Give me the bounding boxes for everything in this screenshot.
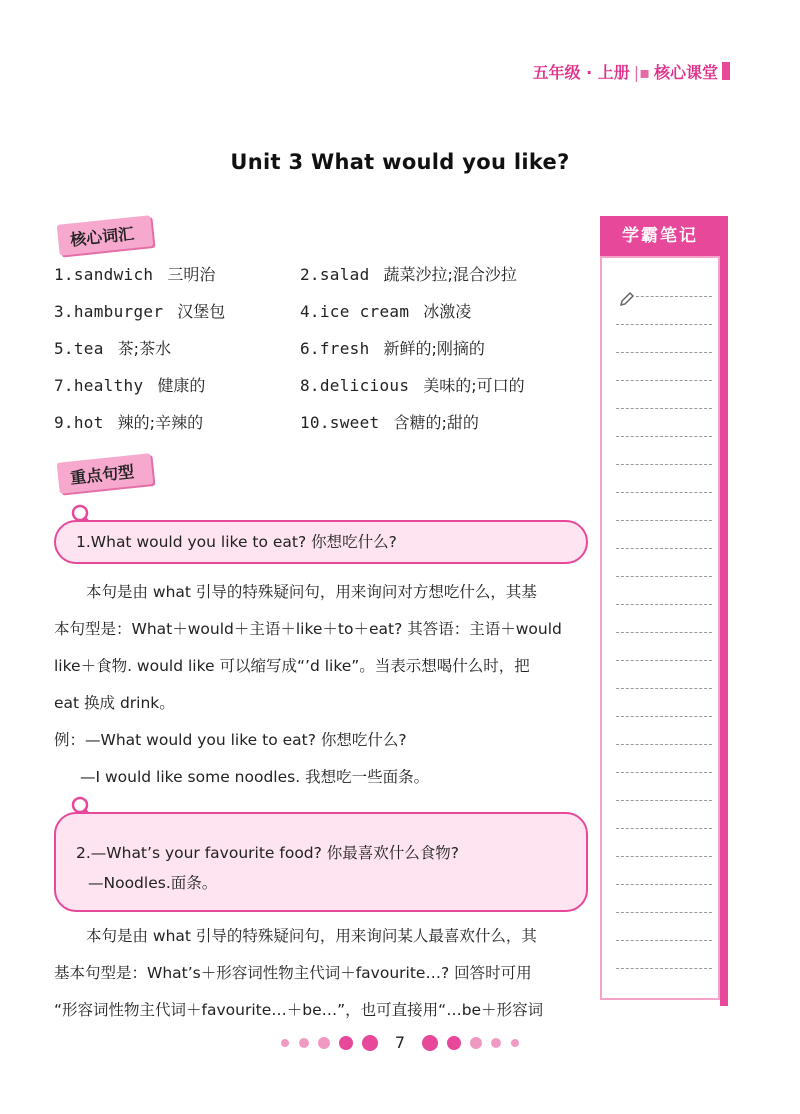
vocab-row <box>54 262 574 286</box>
note-line <box>616 968 712 969</box>
footer-dot <box>339 1036 353 1050</box>
note-line <box>616 688 712 689</box>
sentence-box-2 <box>54 812 588 912</box>
pencil-icon <box>618 290 636 308</box>
note-line <box>616 912 712 913</box>
note-line <box>616 576 712 577</box>
paragraph-line: eat 换成 drink。 <box>54 694 175 712</box>
example-question: 例：—What would you like to eat? 你想吃什么? <box>54 731 407 749</box>
note-line <box>616 492 712 493</box>
vocab-item: 2.salad 蔬菜沙拉;混合沙拉 <box>300 265 517 284</box>
note-line <box>616 632 712 633</box>
note-line <box>616 436 712 437</box>
sentences-tag <box>58 458 152 489</box>
note-line <box>616 856 712 857</box>
unit-title: Unit 3 What would you like? <box>230 150 570 174</box>
vocab-item: 5.tea 茶;茶水 <box>54 339 172 358</box>
vocab-item: 1.sandwich 三明治 <box>54 265 216 284</box>
grade-label: 五年级 · 上册 <box>532 63 630 82</box>
sentence-box-1 <box>54 520 588 564</box>
sentences-tag-label: 重点句型 <box>57 453 154 494</box>
vocab-item: 9.hot 辣的;辛辣的 <box>54 413 204 432</box>
paragraph-line: 本句是由 what 引导的特殊疑问句，用来询问对方想吃什么，其基 <box>86 583 537 601</box>
page-number: 7 <box>394 1033 406 1052</box>
note-line <box>616 548 712 549</box>
vocab-row <box>54 373 574 397</box>
vocab-item: 6.fresh 新鲜的;刚摘的 <box>300 339 485 358</box>
note-line <box>616 940 712 941</box>
vocab-row <box>54 410 574 434</box>
page-footer <box>0 1032 800 1052</box>
note-line <box>616 884 712 885</box>
note-line <box>616 828 712 829</box>
note-line <box>616 520 712 521</box>
vocab-item: 10.sweet 含糖的;甜的 <box>300 413 479 432</box>
paragraph-line: 本句型是：What＋would＋主语＋like＋to＋eat? 其答语：主语＋would <box>54 620 562 638</box>
footer-dot <box>422 1035 438 1051</box>
footer-dot <box>447 1036 461 1050</box>
footer-dot <box>470 1037 482 1049</box>
note-line <box>616 744 712 745</box>
vocab-tag-label: 核心词汇 <box>57 215 154 256</box>
vocab-row <box>54 299 574 323</box>
footer-dot <box>318 1037 330 1049</box>
paragraph-line: like＋食物. would like 可以缩写成“’d like”。当表示想喝什么时，把 <box>54 657 530 675</box>
vocab-item: 4.ice cream 冰激凌 <box>300 302 472 321</box>
footer-dot <box>299 1038 309 1048</box>
vocab-item: 8.delicious 美味的;可口的 <box>300 376 525 395</box>
vocab-item: 7.healthy 健康的 <box>54 376 206 395</box>
vocab-item: 3.hamburger 汉堡包 <box>54 302 226 321</box>
note-line <box>616 464 712 465</box>
note-line <box>616 660 712 661</box>
notes-lines <box>600 256 720 1000</box>
footer-dot <box>491 1038 501 1048</box>
sentence-1-explanation <box>54 574 590 796</box>
note-line <box>616 324 712 325</box>
note-line <box>616 772 712 773</box>
footer-dot <box>511 1039 519 1047</box>
notes-title: 学霸笔记 <box>600 216 720 256</box>
vocab-tag <box>58 220 152 251</box>
note-line <box>616 352 712 353</box>
sentence-2-answer: —Noodles.面条。 <box>88 874 218 892</box>
sentence-2-explanation <box>54 918 590 1029</box>
header-accent-bar <box>722 62 730 80</box>
sentence-1-title: 1.What would you like to eat? 你想吃什么? <box>76 533 397 551</box>
note-line <box>636 296 712 297</box>
note-line <box>616 380 712 381</box>
note-line <box>616 800 712 801</box>
vocab-row <box>54 336 574 360</box>
paragraph-line: 本句是由 what 引导的特殊疑问句，用来询问某人最喜欢什么，其 <box>86 927 537 945</box>
sentence-2-question: 2.—What’s your favourite food? 你最喜欢什么食物? <box>76 844 460 862</box>
footer-dot <box>362 1035 378 1051</box>
example-answer: —I would like some noodles. 我想吃一些面条。 <box>80 768 430 786</box>
paragraph-line: 基本句型是：What’s＋形容词性物主代词＋favourite…? 回答时可用 <box>54 964 532 982</box>
note-line <box>616 408 712 409</box>
header-label: 五年级 · 上册 |▪ 核心课堂 <box>532 63 718 82</box>
notes-panel <box>600 216 728 1006</box>
paragraph-line: “形容词性物主代词＋favourite…＋be…”，也可直接用“…be＋形容词 <box>54 1001 544 1019</box>
note-line <box>616 604 712 605</box>
section-label: 核心课堂 <box>653 63 718 82</box>
note-line <box>616 716 712 717</box>
footer-dot <box>281 1039 289 1047</box>
